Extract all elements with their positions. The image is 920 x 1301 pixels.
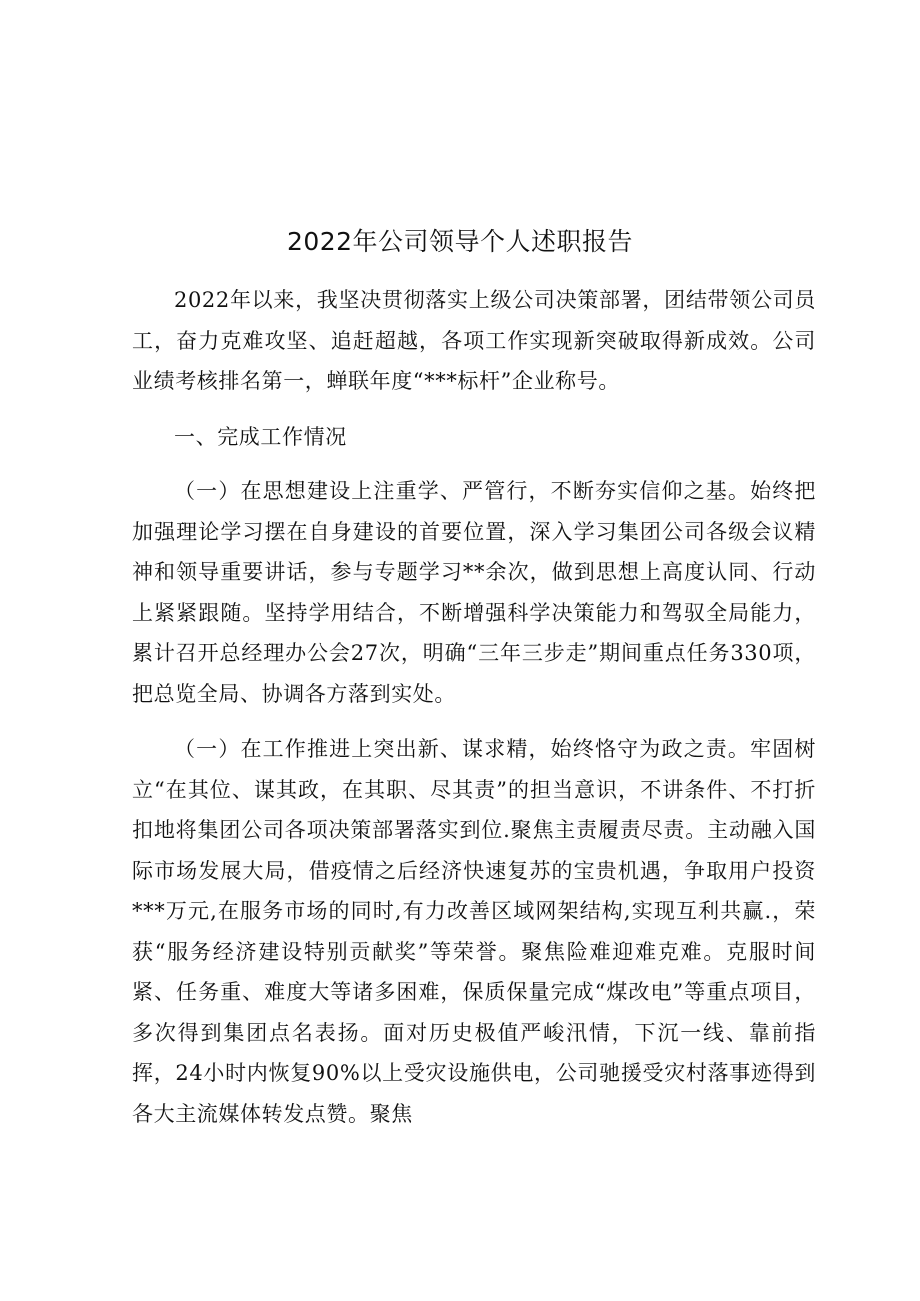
document-title: 2022年公司领导个人述职报告 [286,227,634,256]
section-heading: 一、完成工作情况 [174,424,347,449]
body-paragraph-work-progress: （一）在工作推进上突出新、谋求精，始终恪守为政之责。牢固树立“在其位、谋其政，在其职、尽其责”的担当意识，不讲条件、不打折扣地将集团公司各项决策部署落实到位.聚焦主责履责尽责。主动融入国际市场发展大局，借疫情之后经济快速复苏的宝贵机遇，争取用户投资***万元,在服务市场的同时,有力改善区域网架结构,实现互利共赢.，荣获“服务经济建设特别贡献奖”等荣誉。聚焦险难迎难克难。克服时间紧、任务重、难度大等诸多困难，保质保量完成“煤改电”等重点项目，多次得到集团点名表扬。面对历史极值严峻汛情，下沉一线、靠前指挥，24小时内恢复90%以上受灾设施供电，公司驰援受灾村落事迹得到各大主流媒体转发点赞。聚焦 [132,737,816,1126]
body-paragraph-thought-building: （一）在思想建设上注重学、严管行，不断夯实信仰之基。始终把加强理论学习摆在自身建设的首要位置，深入学习集团公司各级会议精神和领导重要讲话，参与专题学习**余次，做到思想上高度认同、行动上紧紧跟随。坚持学用结合，不断增强科学决策能力和驾驭全局能力，累计召开总经理办公会27次，明确“三年三步走”期间重点任务330项，把总览全局、协调各方落到实处。 [132,479,816,706]
intro-paragraph: 2022年以来，我坚决贯彻落实上级公司决策部署，团结带领公司员工，奋力克难攻坚、追赶超越，各项工作实现新突破取得新成效。公司业绩考核排名第一，蝉联年度“***标杆”企业称号。 [132,288,816,393]
document-body [132,280,816,1134]
